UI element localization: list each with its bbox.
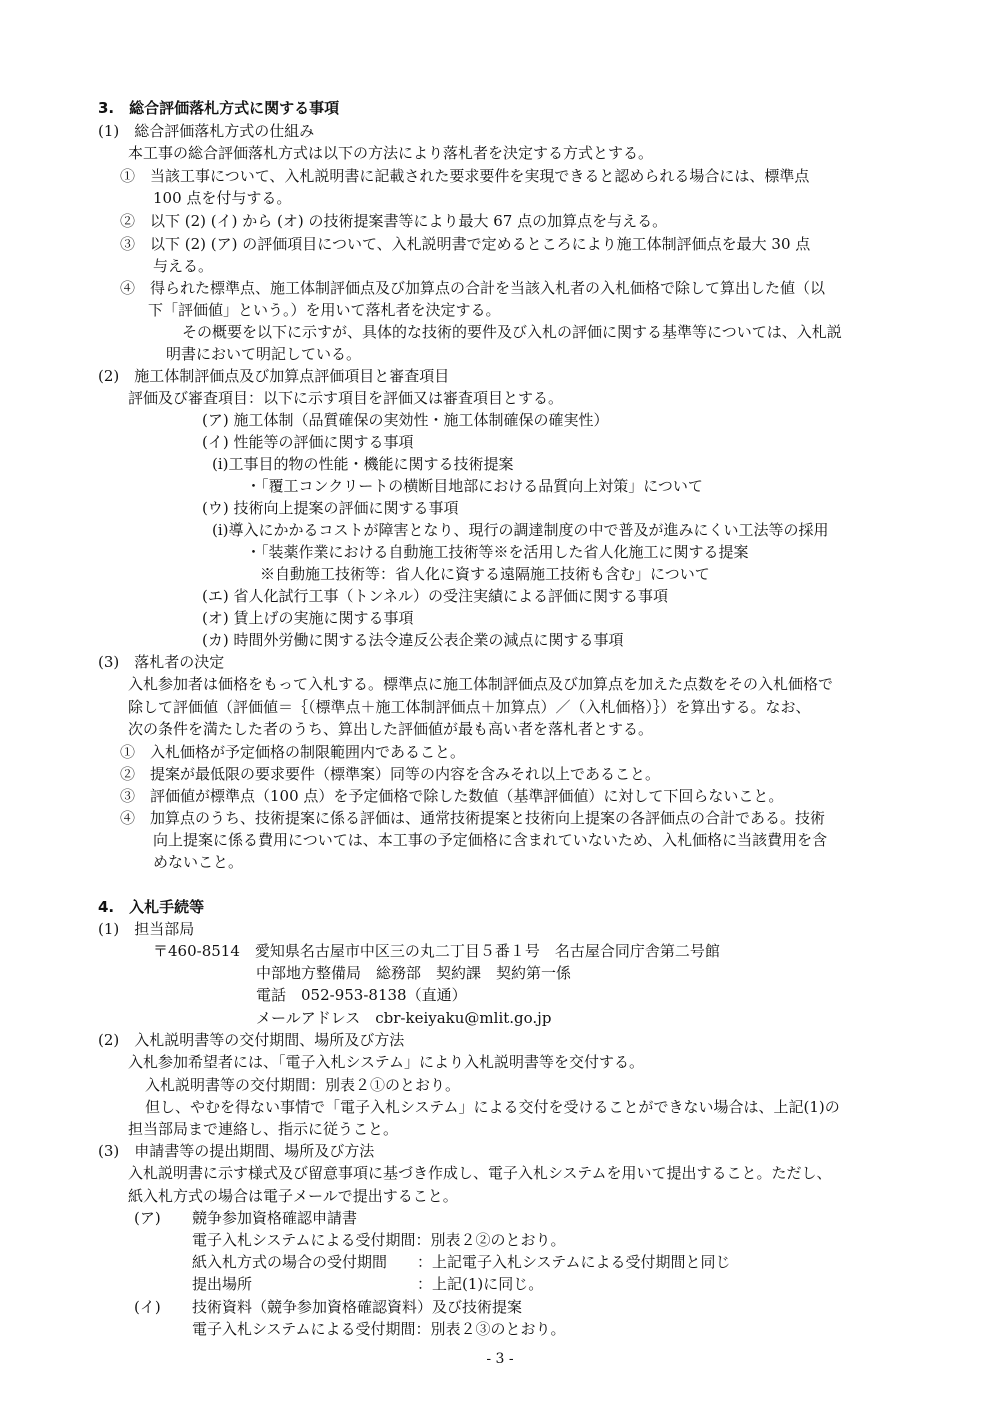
paragraph: 入札参加希望者には、「電子入札システム」により入札説明書等を交付する。 bbox=[128, 1053, 645, 1071]
schedule-line: 電子入札システムによる受付期間：別表２②のとおり。 bbox=[192, 1231, 566, 1249]
condition-item: ③ 評価値が標準点（100 点）を予定価格で除した数値（基準評価値）に対して下回らないこと。 bbox=[120, 787, 784, 805]
section-4-title: 4. 入札手続等 bbox=[98, 898, 205, 916]
list-item: ② 以下 (2) (イ) から (オ) の技術提案書等により最大 67 点の加算点を与える。 bbox=[120, 212, 668, 230]
paragraph: 次の条件を満たした者のうち、算出した評価値が最も高い者を落札者とする。 bbox=[128, 720, 654, 738]
email-line: メールアドレス cbr-keiyaku@mlit.go.jp bbox=[256, 1009, 552, 1027]
department-line: 中部地方整備局 総務部 契約課 契約第一係 bbox=[256, 964, 572, 982]
list-item: ① 当該工事について、入札説明書に記載された要求要件を実現できると認められる場合には、標準点 bbox=[120, 167, 810, 185]
section-4-1-heading: (1) 担当部局 bbox=[98, 920, 195, 938]
note-paragraph: その概要を以下に示すが、具体的な技術的要件及び入札の評価に関する基準等については、入札説 bbox=[182, 323, 842, 341]
eval-subitem: (ⅰ)工事目的物の性能・機能に関する技術提案 bbox=[212, 455, 514, 473]
condition-item: ① 入札価格が予定価格の制限範囲内であること。 bbox=[120, 743, 466, 761]
section-3-title: 3. 総合評価落札方式に関する事項 bbox=[98, 99, 340, 117]
note-paragraph-cont: 明書において明記している。 bbox=[166, 345, 362, 363]
eval-item: (カ) 時間外労働に関する法令違反公表企業の減点に関する事項 bbox=[202, 631, 624, 649]
eval-item: (ア) 施工体制（品質確保の実効性・施工体制確保の確実性） bbox=[202, 411, 609, 429]
condition-item-cont: 向上提案に係る費用については、本工事の予定価格に含まれていないため、入札価格に当該費用を含 bbox=[153, 831, 828, 849]
eval-subitem: (ⅰ)導入にかかるコストが障害となり、現行の調達制度の中で普及が進みにくい工法等の採用 bbox=[212, 521, 829, 539]
eval-subitem-topic: ・「装薬作業における自動施工技術等※を活用した省人化施工に関する提案 bbox=[246, 543, 749, 561]
page-number: - 3 - bbox=[486, 1351, 514, 1367]
schedule-line: 提出場所 ：上記(1)に同じ。 bbox=[192, 1275, 544, 1293]
eval-item: (エ) 省人化試行工事（トンネル）の受注実績による評価に関する事項 bbox=[202, 587, 669, 605]
condition-item-cont: めないこと。 bbox=[153, 853, 244, 871]
section-3-1-heading: (1) 総合評価落札方式の仕組み bbox=[98, 122, 315, 140]
list-item-cont: 下「評価値」という。）を用いて落札者を決定する。 bbox=[148, 301, 501, 319]
paragraph: 入札説明書等の交付期間：別表２①のとおり。 bbox=[145, 1076, 461, 1094]
section-3-2-heading: (2) 施工体制評価点及び加算点評価項目と審査項目 bbox=[98, 367, 450, 385]
paragraph: 但し、やむを得ない事情で「電子入札システム」による交付を受けることができない場合は、上記(1)の bbox=[145, 1098, 840, 1116]
condition-item: ② 提案が最低限の要求要件（標準案）同等の内容を含みそれ以上であること。 bbox=[120, 765, 661, 783]
section-4-3-heading: (3) 申請書等の提出期間、場所及び方法 bbox=[98, 1142, 375, 1160]
subsection-label: (イ) bbox=[134, 1298, 161, 1316]
section-3-2-intro: 評価及び審査項目：以下に示す項目を評価又は審査項目とする。 bbox=[128, 389, 564, 407]
eval-subitem-note: ※自動施工技術等：省人化に資する遠隔施工技術も含む」について bbox=[260, 565, 710, 583]
section-3-1-intro: 本工事の総合評価落札方式は以下の方法により落札者を決定する方式とする。 bbox=[128, 144, 654, 162]
list-item-cont: 100 点を付与する。 bbox=[153, 189, 292, 207]
list-item-cont: 与える。 bbox=[153, 257, 214, 275]
paragraph-cont: 紙入札方式の場合は電子メールで提出すること。 bbox=[128, 1187, 458, 1205]
condition-item: ④ 加算点のうち、技術提案に係る評価は、通常技術提案と技術向上提案の各評価点の合計である。技術 bbox=[120, 809, 826, 827]
schedule-line: 紙入札方式の場合の受付期間 ：上記電子入札システムによる受付期間と同じ bbox=[192, 1253, 731, 1271]
list-item: ③ 以下 (2) (ア) の評価項目について、入札説明書で定めるところにより施工体制評価点を最大 30 点 bbox=[120, 235, 811, 253]
subsection-title: 競争参加資格確認申請書 bbox=[192, 1209, 358, 1227]
paragraph-cont: 担当部局まで連絡し、指示に従うこと。 bbox=[128, 1120, 399, 1138]
phone-line: 電話 052-953-8138（直通） bbox=[256, 986, 467, 1004]
eval-item: (ウ) 技術向上提案の評価に関する事項 bbox=[202, 499, 459, 517]
subsection-label: (ア) bbox=[134, 1209, 161, 1227]
section-3-3-heading: (3) 落札者の決定 bbox=[98, 653, 225, 671]
paragraph: 除して評価値（評価値＝｛（標準点＋施工体制評価点＋加算点）／（入札価格）｝）を算出する。なお、 bbox=[128, 698, 811, 716]
subsection-title: 技術資料（競争参加資格確認資料）及び技術提案 bbox=[192, 1298, 523, 1316]
list-item: ④ 得られた標準点、施工体制評価点及び加算点の合計を当該入札者の入札価格で除して算出した値（以 bbox=[120, 279, 826, 297]
section-4-2-heading: (2) 入札説明書等の交付期間、場所及び方法 bbox=[98, 1031, 405, 1049]
paragraph: 入札説明書に示す様式及び留意事項に基づき作成し、電子入札システムを用いて提出すること。ただし、 bbox=[128, 1164, 832, 1182]
eval-item: (イ) 性能等の評価に関する事項 bbox=[202, 433, 414, 451]
address-line: 〒460-8514 愛知県名古屋市中区三の丸二丁目５番１号 名古屋合同庁舎第二号館 bbox=[153, 942, 720, 960]
eval-subitem-topic: ・「覆工コンクリートの横断目地部における品質向上対策」について bbox=[246, 477, 703, 495]
schedule-line: 電子入札システムによる受付期間：別表２③のとおり。 bbox=[192, 1320, 566, 1338]
paragraph: 入札参加者は価格をもって入札する。標準点に施工体制評価点及び加算点を加えた点数をその入札価格で bbox=[128, 675, 834, 693]
eval-item: (オ) 賃上げの実施に関する事項 bbox=[202, 609, 414, 627]
